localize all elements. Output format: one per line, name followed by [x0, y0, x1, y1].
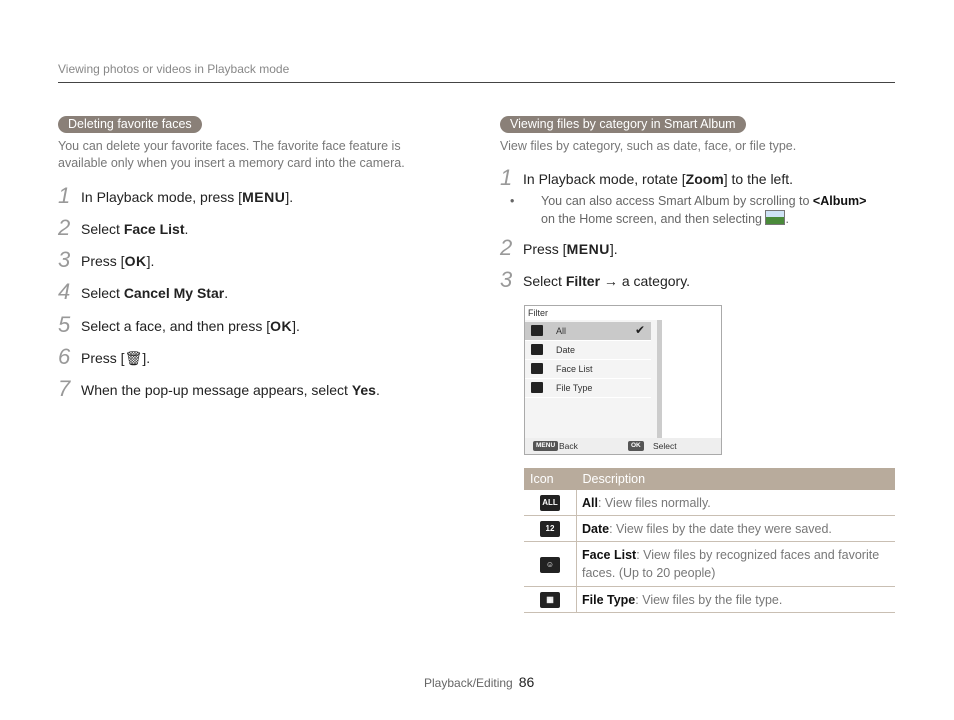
camera-screen	[524, 305, 722, 455]
select-label: Select	[653, 441, 677, 451]
back-key-icon: MENU	[533, 441, 558, 451]
table-row: 12 Date: View files by the date they were saved.	[524, 516, 895, 542]
header-divider	[58, 82, 895, 83]
step-number: 2	[58, 215, 71, 240]
filter-option-all[interactable]: All ✔	[525, 322, 651, 340]
face-list-icon	[531, 363, 543, 374]
page-header: Viewing photos or videos in Playback mode	[58, 62, 290, 76]
tip-bullet: You can also access Smart Album by scrolling to <Album> on the Home screen, and then selecting .	[541, 194, 867, 226]
section-intro-smart-album: View files by category, such as date, face, or file type.	[500, 139, 797, 153]
table-row: ALL All: View files normally.	[524, 490, 895, 516]
all-icon	[531, 325, 543, 336]
select-key-icon: OK	[628, 441, 644, 451]
step-number: 6	[58, 344, 71, 369]
file-type-icon: ▦	[540, 592, 560, 608]
back-label: Back	[559, 441, 578, 451]
menu-key-icon: MENU	[242, 189, 286, 205]
step-number: 1	[500, 165, 513, 190]
screen-button-bar	[525, 438, 721, 454]
file-type-icon	[531, 382, 543, 393]
section-title-smart-album: Viewing files by category in Smart Album	[500, 116, 746, 133]
step-number: 1	[58, 183, 71, 208]
step-number: 5	[58, 312, 71, 337]
page-number: 86	[518, 674, 535, 690]
table-row: ▦ File Type: View files by the file type.	[524, 587, 895, 613]
column-header-icon: Icon	[524, 468, 577, 490]
menu-key-icon: MENU	[566, 241, 610, 257]
icon-description-table	[524, 468, 895, 613]
footer-section: Playback/Editing	[424, 676, 513, 690]
filter-option-date[interactable]: Date	[525, 340, 651, 359]
album-icon	[765, 210, 785, 225]
step-number: 7	[58, 376, 71, 401]
ok-key-icon: OK	[270, 318, 293, 334]
bullet-dot: •	[510, 194, 515, 208]
section-title-deleting: Deleting favorite faces	[58, 116, 202, 133]
step-number: 3	[58, 247, 71, 272]
step-number: 2	[500, 235, 513, 260]
arrow-right-icon: →	[600, 273, 622, 289]
face-list-icon: ☺	[540, 557, 560, 573]
step-number: 4	[58, 279, 71, 304]
table-row: ☺ Face List: View files by recognized faces and favorite faces. (Up to 20 people)	[524, 542, 895, 587]
date-icon: 12	[540, 521, 560, 537]
filter-option-file-type[interactable]: File Type	[525, 378, 651, 398]
filter-menu	[525, 320, 662, 438]
filter-option-face-list[interactable]: Face List	[525, 359, 651, 378]
date-icon	[531, 344, 543, 355]
trash-icon: 🗑	[124, 350, 143, 366]
section-intro-deleting: You can delete your favorite faces. The favorite face feature is available only when you insert a memory card into the camera.	[58, 139, 405, 170]
all-icon: ALL	[540, 495, 560, 511]
check-icon: ✔	[634, 323, 645, 337]
screen-title: Filter	[528, 308, 548, 318]
column-header-description: Description	[577, 468, 896, 490]
ok-key-icon: OK	[124, 253, 147, 269]
step-number: 3	[500, 267, 513, 292]
page-footer	[424, 674, 534, 690]
